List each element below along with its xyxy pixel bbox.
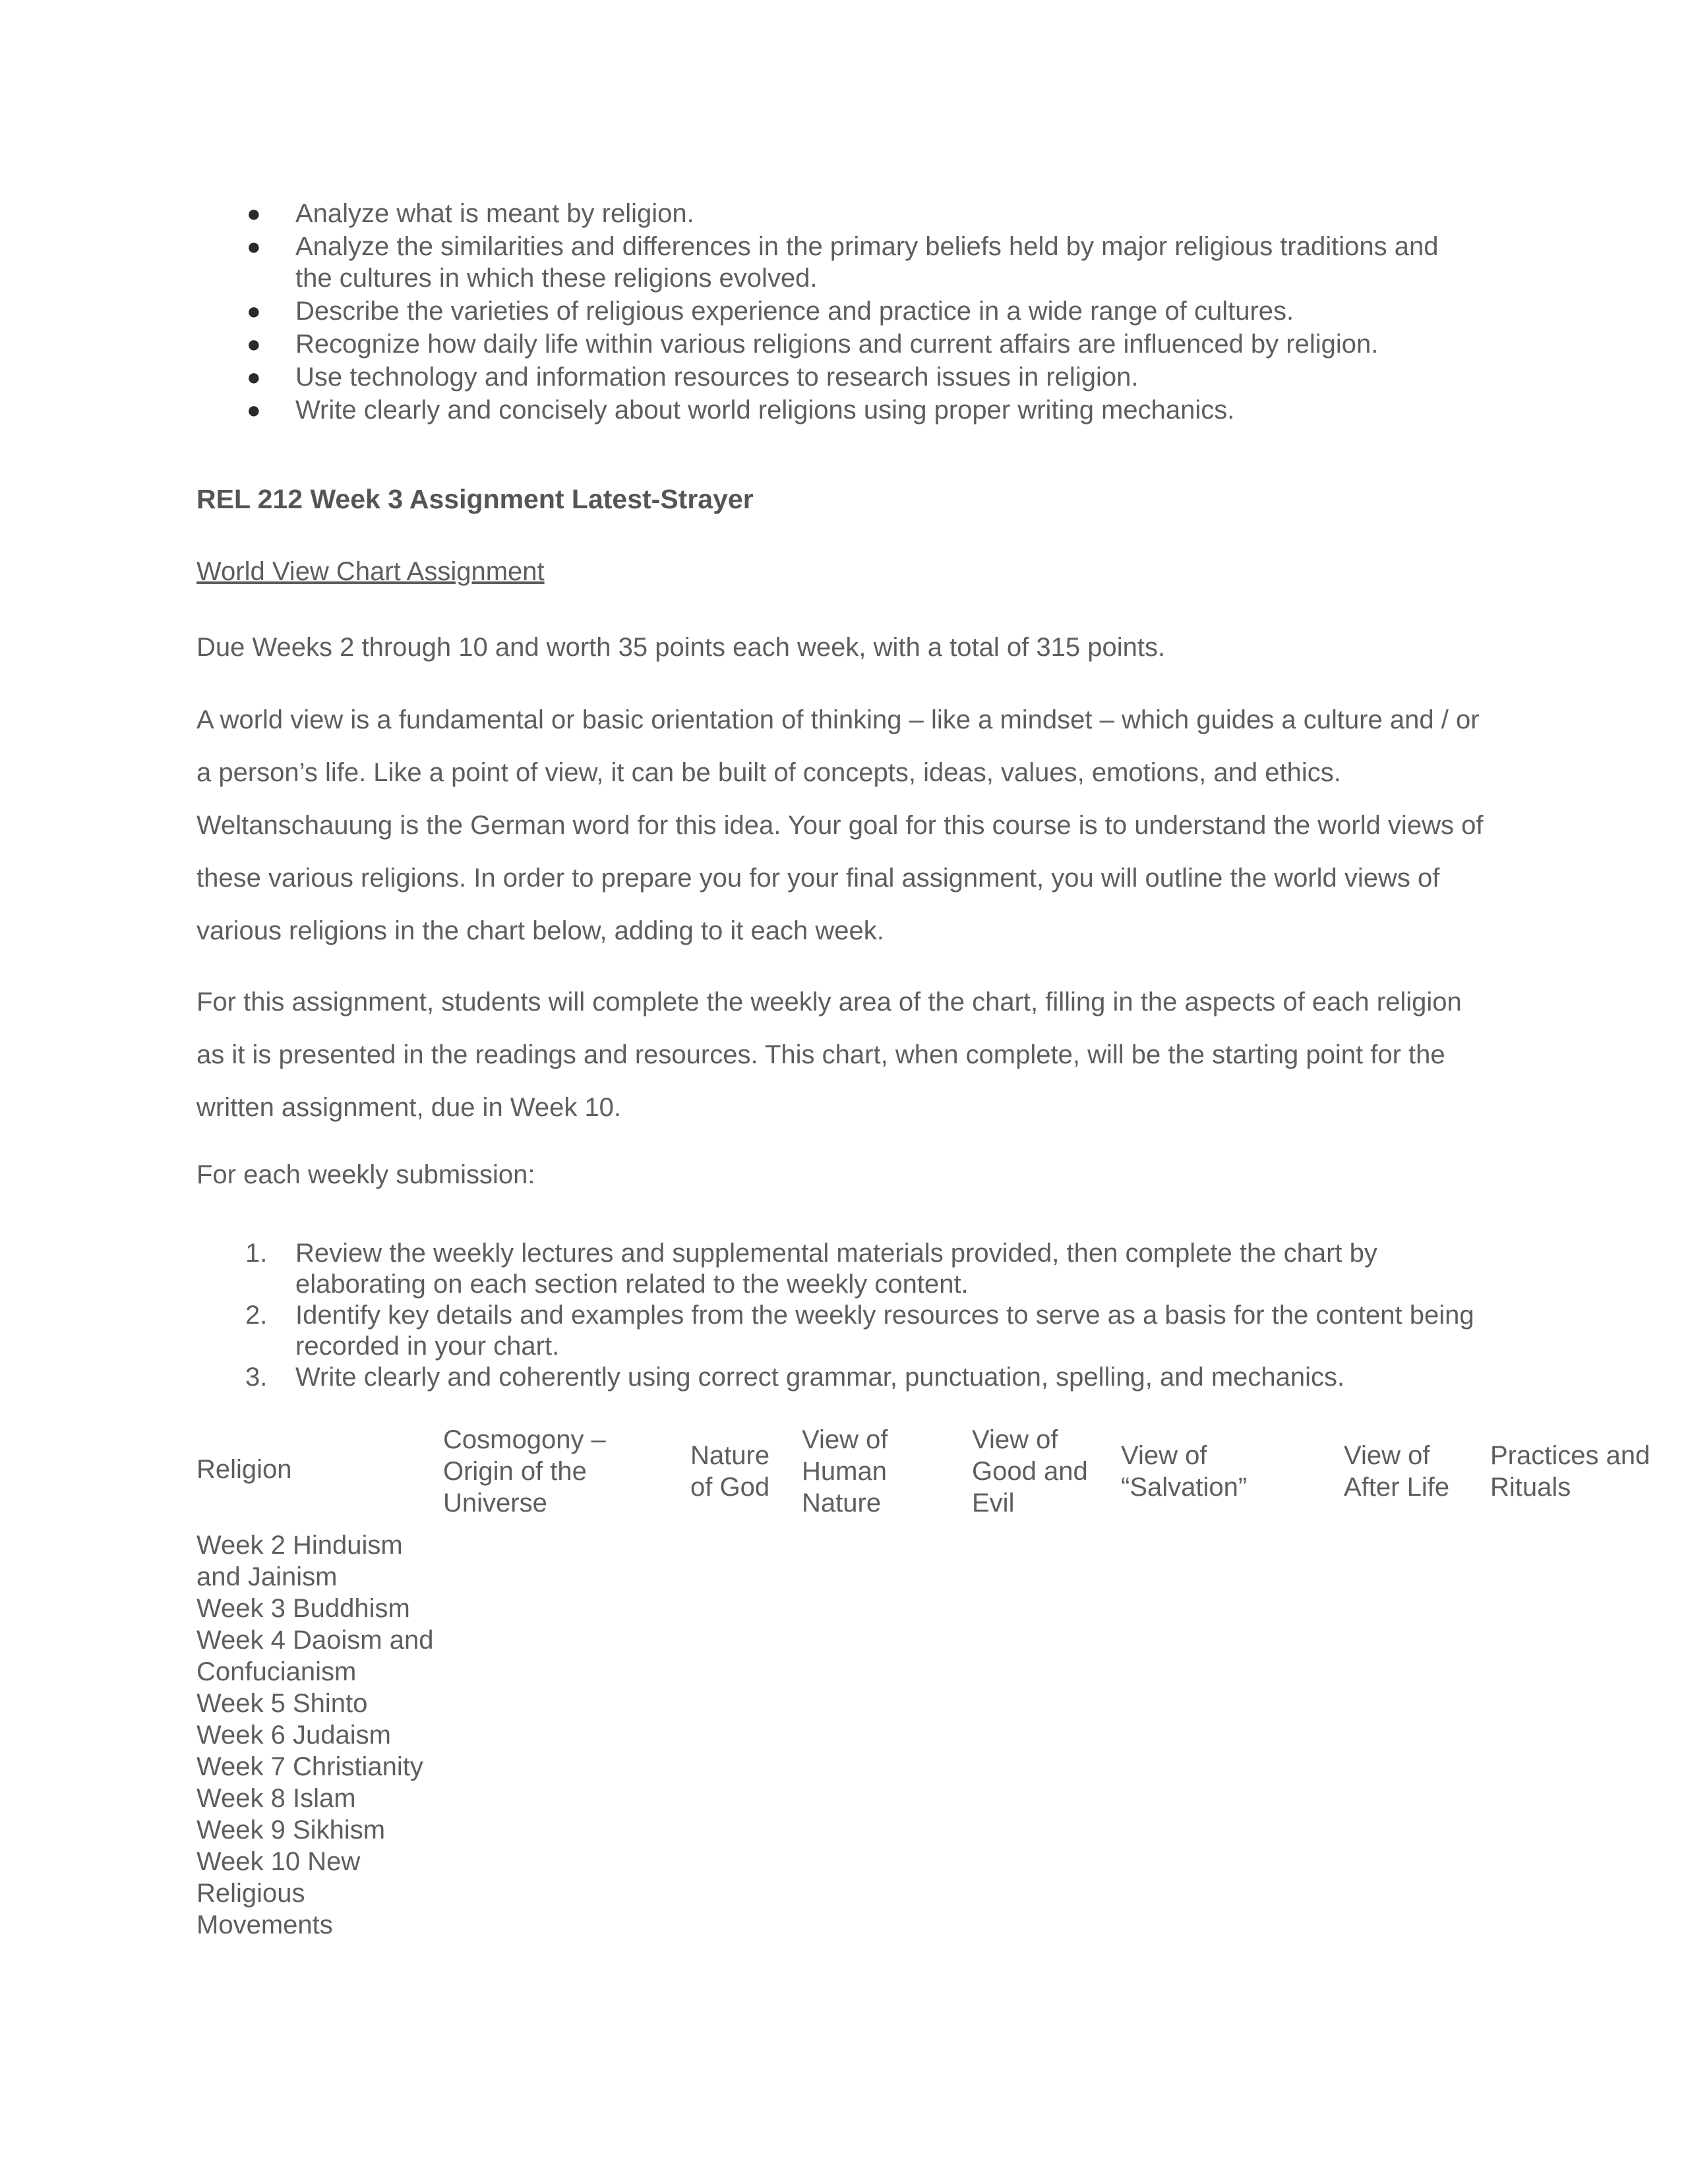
bullet-icon: ● [247, 396, 261, 423]
bullet-icon: ● [247, 297, 261, 324]
table-header-practices: Practices and Rituals [1490, 1441, 1650, 1502]
table-header-good-evil: View of Good and Evil [972, 1425, 1088, 1518]
weekly-intro: For each weekly submission: [196, 1160, 535, 1189]
table-row: Week 3 Buddhism [196, 1594, 410, 1623]
table-header-cosmogony: Cosmogony – Origin of the Universe [443, 1425, 606, 1518]
list-item: ● Write clearly and concisely about world religions using proper writing mechanics. [247, 396, 1235, 425]
subheading-link[interactable]: World View Chart Assignment [196, 557, 545, 586]
list-item: ● Analyze the similarities and differences in the primary beliefs held by major religious traditions and the cultures in which these religions evolved. [247, 232, 1439, 293]
religion-column [196, 1529, 447, 1941]
bullet-icon: ● [247, 330, 261, 357]
table-row: Week 8 Islam [196, 1784, 356, 1813]
steps-list [196, 1238, 1489, 1393]
due-paragraph: Due Weeks 2 through 10 and worth 35 points each week, with a total of 315 points. [196, 633, 1166, 662]
assignment-heading: REL 212 Week 3 Assignment Latest-Strayer [196, 484, 754, 514]
objectives-list [196, 198, 1482, 427]
table-header-religion: Religion [196, 1455, 292, 1484]
list-item: ● Analyze what is meant by religion. [247, 199, 694, 228]
list-item: 2. Identify key details and examples from the weekly resources to serve as a basis for the content being recorded in your chart. [245, 1301, 1474, 1361]
table-row: Week 9 Sikhism [196, 1815, 386, 1845]
list-item: ● Use technology and information resources to research issues in religion. [247, 363, 1139, 392]
list-item: 3. Write clearly and coherently using correct grammar, punctuation, spelling, and mechanics. [245, 1363, 1345, 1392]
bullet-icon: ● [247, 363, 261, 390]
table-header-human-nature: View of Human Nature [802, 1425, 888, 1518]
assignment-paragraph: For this assignment, students will complete the weekly area of the chart, filling in the aspects of each religion as it is presented in the readings and resources. This chart, when complete, will be the starting point for the written assignment, due in Week 10. [196, 988, 1462, 1122]
table-row: Week 6 Judaism [196, 1721, 391, 1750]
table-row: Week 2 Hinduism and Jainism [196, 1531, 403, 1591]
table-row: Week 4 Daoism and Confucianism [196, 1626, 434, 1686]
table-row: Week 10 New Religious Movements [196, 1847, 361, 1939]
list-item: ● Describe the varieties of religious experience and practice in a wide range of cultures. [247, 297, 1294, 326]
table-header-nature-of-god: Nature of God [690, 1441, 770, 1502]
bullet-icon: ● [247, 233, 261, 260]
table-row: Week 7 Christianity [196, 1752, 423, 1781]
bullet-icon: ● [247, 200, 261, 227]
table-header-salvation: View of “Salvation” [1121, 1441, 1248, 1502]
table-row: Week 5 Shinto [196, 1689, 368, 1718]
list-item: 1. Review the weekly lectures and supplemental materials provided, then complete the chart by elaborating on each section related to the weekly content. [245, 1239, 1377, 1299]
table-header-after-life: View of After Life [1344, 1441, 1450, 1502]
list-item: ● Recognize how daily life within various religions and current affairs are influenced by religion. [247, 330, 1379, 359]
intro-paragraph: A world view is a fundamental or basic orientation of thinking – like a mindset – which guides a culture and / or a person’s life. Like a point of view, it can be built of concepts, ideas, values, emotions, and ethics. Weltanschauung is the German word for this idea. Your goal for this course is to understand the world views of these various religions. In order to prepare you for your final assignment, you will outline the world views of various religions in the chart below, adding to it each week. [196, 705, 1484, 945]
